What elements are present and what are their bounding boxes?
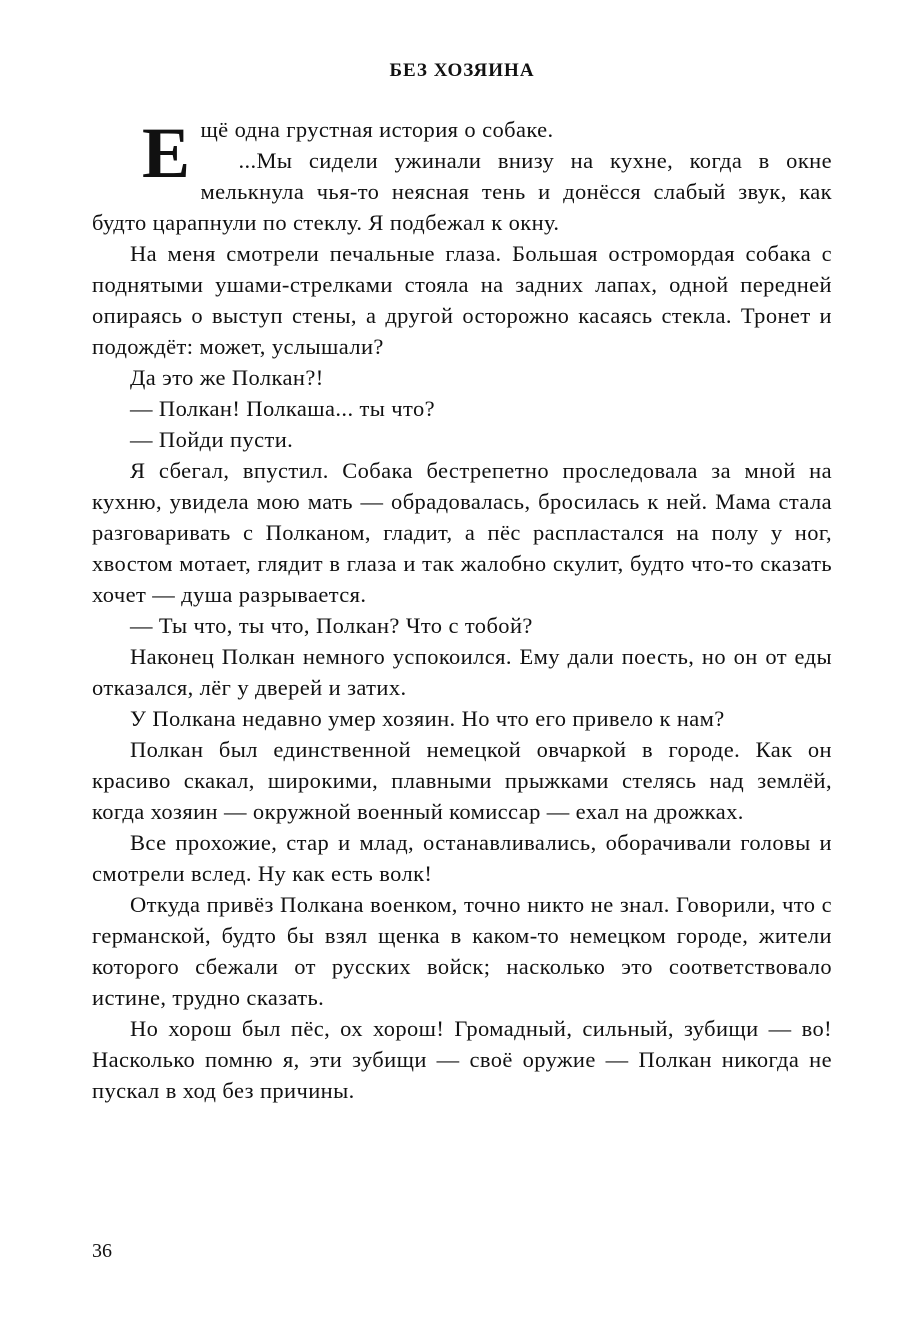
- paragraph: На меня смотрели печальные глаза. Большая остромордая собака с поднятыми ушами-стрелками стояла на задних лапах, одной передней опираясь о выступ стены, а другой осторожно касаясь стекла. Тронет и подождёт: может, услышали?: [92, 241, 832, 359]
- paragraph: Откуда привёз Полкана военком, точно никто не знал. Говорили, что с германской, будто бы взял щенка в каком-то немецком городе, жители которого сбежали от русских войск; насколько это соответствовало истине, трудно сказать.: [92, 892, 832, 1010]
- chapter-title: БЕЗ ХОЗЯИНА: [389, 60, 535, 81]
- paragraph: — Пойди пусти.: [130, 427, 294, 452]
- paragraph-text: щё одна грустная история о собаке.: [200, 117, 554, 142]
- drop-cap: Е: [142, 113, 191, 193]
- paragraph: Полкан был единственной немецкой овчаркой в городе. Как он красиво скакал, широкими, плавными прыжками стелясь над землёй, когда хозяин — окружной военный комиссар — ехал на дрожках.: [92, 737, 832, 824]
- book-page: [92, 0, 832, 1321]
- paragraph: Но хорош был пёс, ох хорош! Громадный, сильный, зубищи — во! Насколько помню я, эти зубищи — своё оружие — Полкан никогда не пускал в ход без причины.: [92, 1016, 832, 1103]
- body-text: [92, 114, 832, 1106]
- paragraph: У Полкана недавно умер хозяин. Но что его привело к нам?: [130, 706, 725, 731]
- paragraph: Наконец Полкан немного успокоился. Ему дали поесть, но он от еды отказался, лёг у дверей и затих.: [92, 644, 832, 700]
- paragraph: Да это же Полкан?!: [130, 365, 324, 390]
- paragraph: — Ты что, ты что, Полкан? Что с тобой?: [130, 613, 533, 638]
- paragraph: Я сбегал, впустил. Собака бестрепетно проследовала за мной на кухню, увидела мою мать — обрадовалась, бросилась к ней. Мама стала разговаривать с Полканом, гладит, а пёс распластался на полу у ног, хвостом мотает, глядит в глаза и так жалобно скулит, будто что-то сказать хочет — душа разрывается.: [92, 458, 832, 607]
- page-number: 36: [92, 1240, 112, 1262]
- paragraph: ...Мы сидели ужинали внизу на кухне, когда в окне мелькнула чья-то неясная тень и донёсся слабый звук, как будто царапнули по стеклу. Я подбежал к окну.: [92, 148, 832, 235]
- paragraph: Все прохожие, стар и млад, останавливались, оборачивали головы и смотрели вслед. Ну как есть волк!: [92, 830, 832, 886]
- paragraph: — Полкан! Полкаша... ты что?: [130, 396, 435, 421]
